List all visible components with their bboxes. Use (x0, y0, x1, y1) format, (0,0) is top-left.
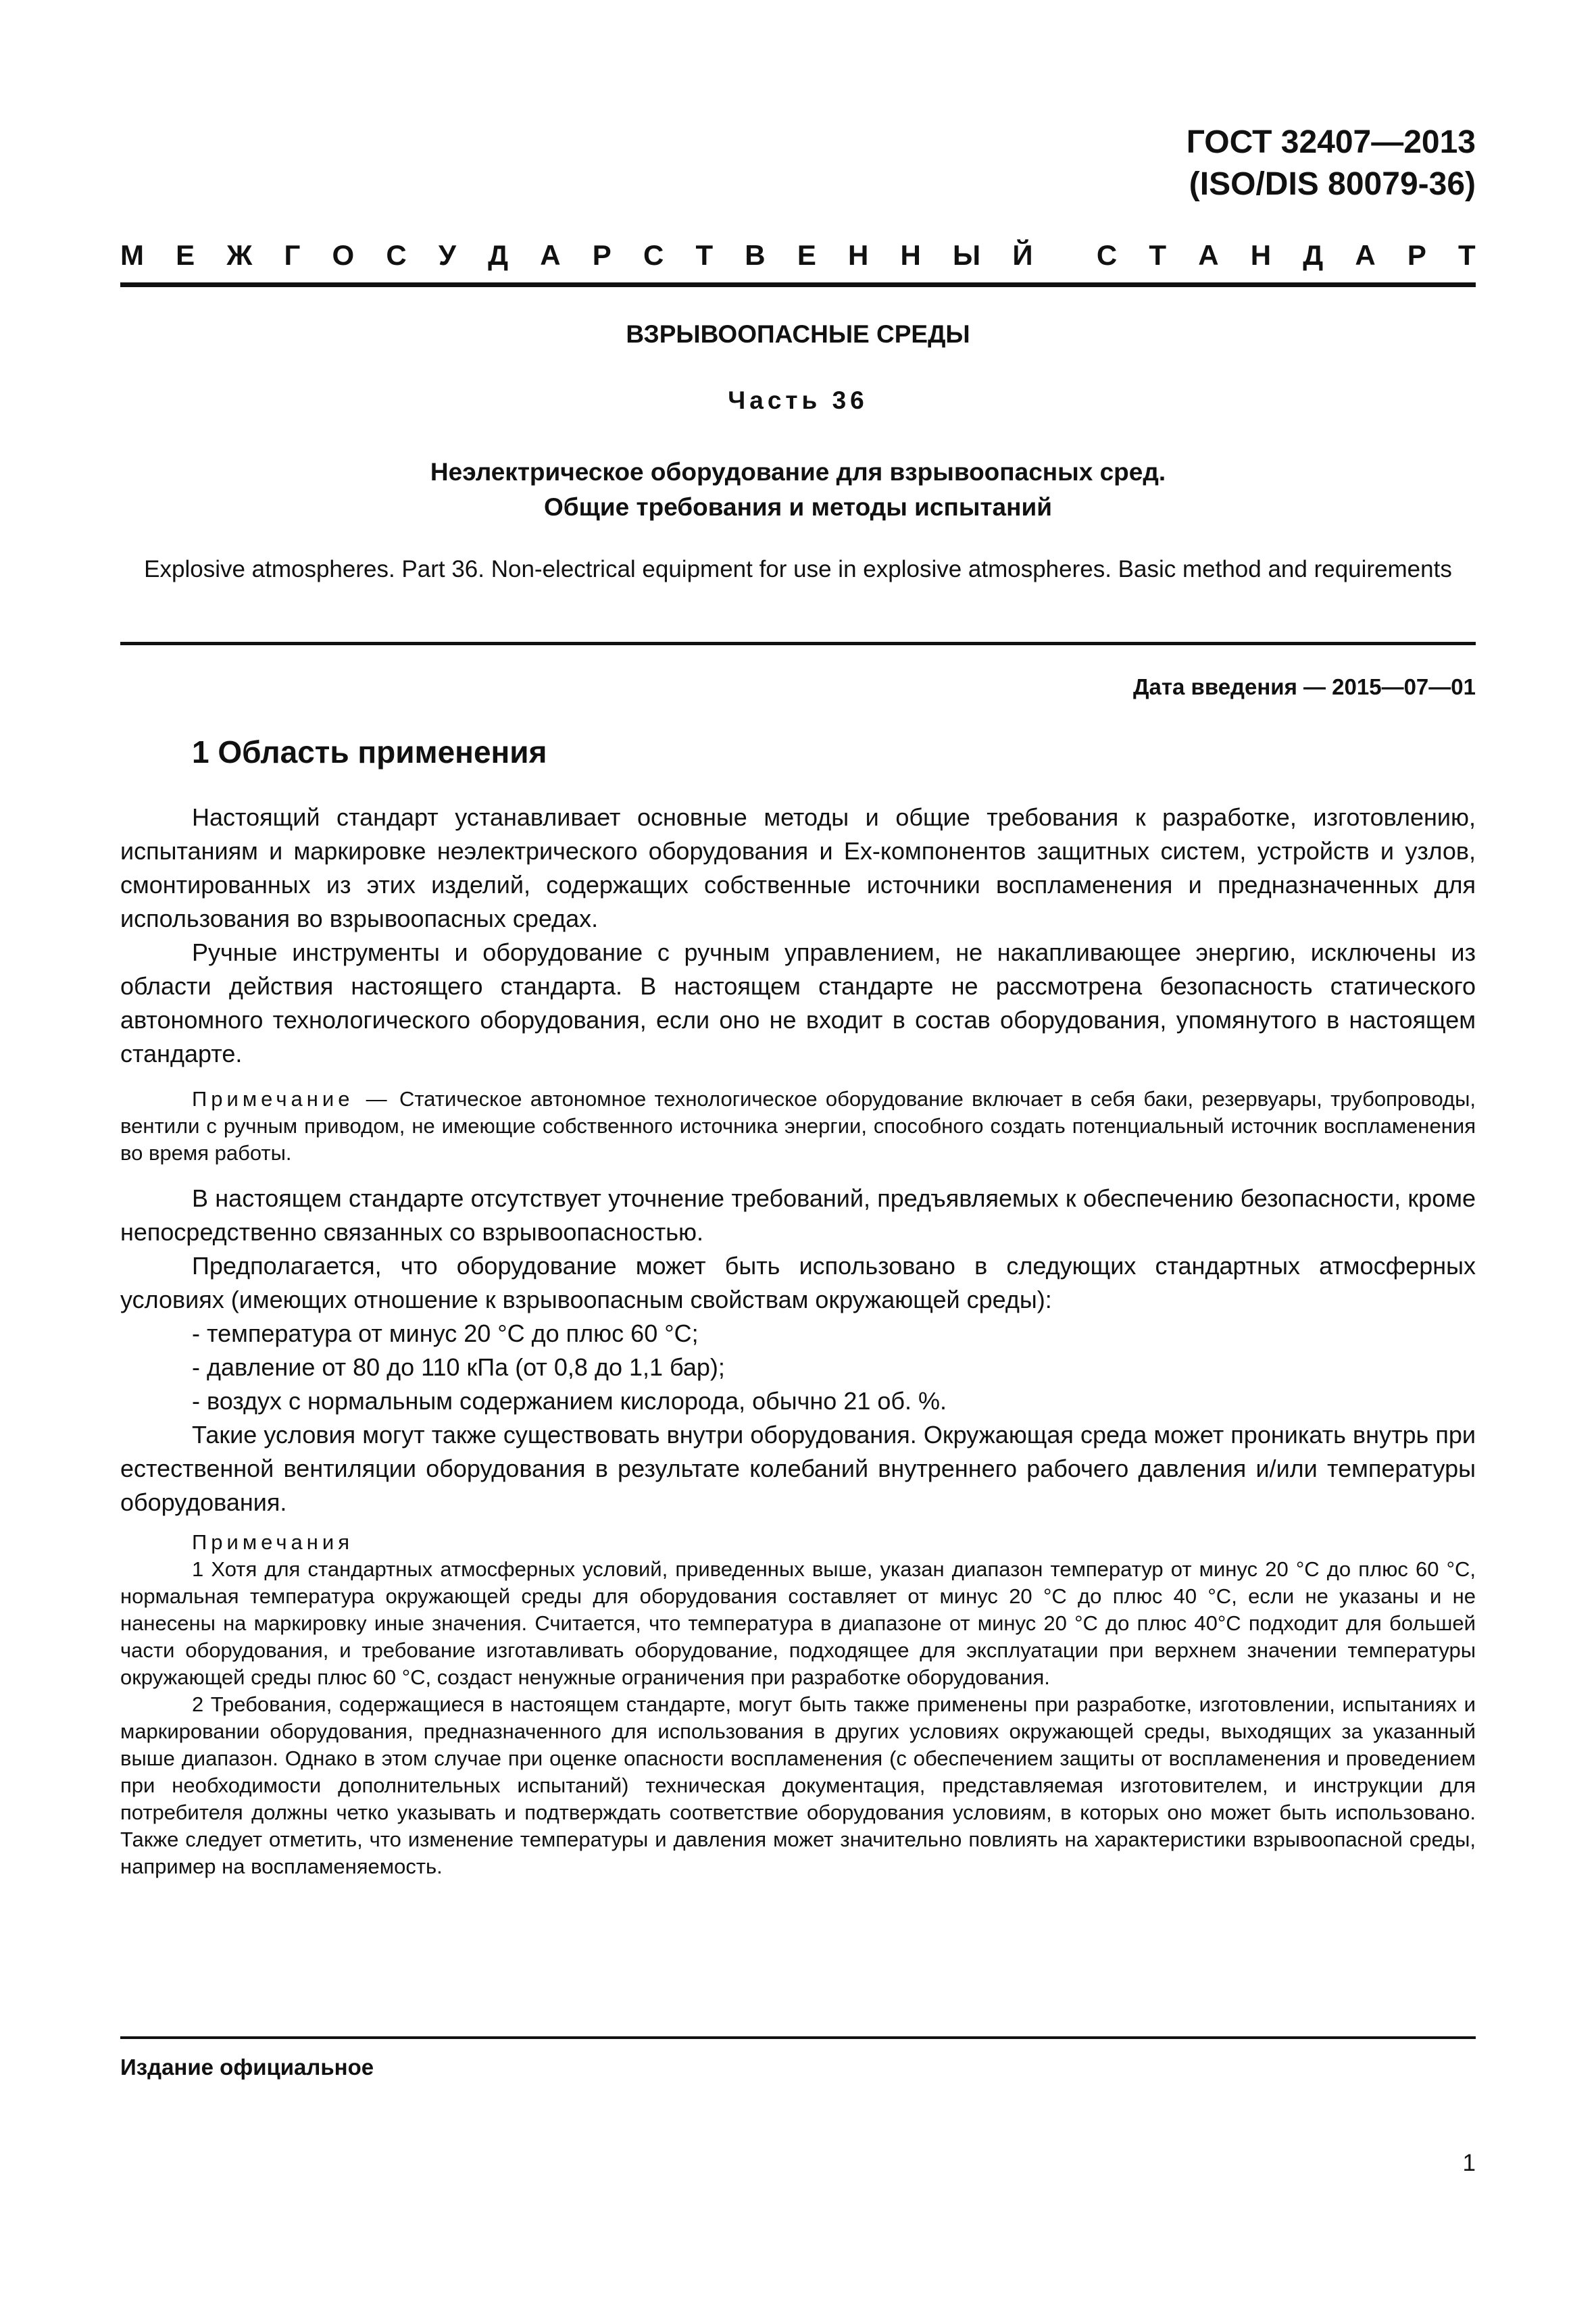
english-title: Explosive atmospheres. Part 36. Non-electrical equipment for use in explosive atmospheres. Basic method and requirements (144, 556, 1452, 582)
banner-letter: В (745, 239, 766, 271)
banner-letter: С (1096, 239, 1118, 271)
paragraph: В настоящем стандарте отсутствует уточнение требований, предъявляемых к обеспечению безопасности, кроме непосредственно связанных со взрывоопасностью. (120, 1184, 1476, 1246)
banner-letter: Й (1012, 239, 1033, 271)
header-divider (120, 282, 1476, 287)
banner-letter: С (643, 239, 664, 271)
banner-letter: Н (848, 239, 869, 271)
page-number: 1 (1462, 2150, 1476, 2176)
note-text: Статическое автономное технологическое оборудование включает в себя баки, резервуары, трубопроводы, вентили с ручным приводом, не имеющие собственного источника энергии, способного создать потенциальный источник воспламенения во время работы. (120, 1087, 1476, 1165)
banner-letter: А (1198, 239, 1219, 271)
banner-letter: Ы (953, 239, 981, 271)
section-heading: 1 Область применения (192, 734, 547, 770)
banner-letter: Д (488, 239, 509, 271)
banner-letter: Е (176, 239, 195, 271)
title-divider (120, 642, 1476, 645)
banner-letter: Н (900, 239, 921, 271)
note: 1 Хотя для стандартных атмосферных условий, приведенных выше, указан диапазон температур от минус 20 °С до плюс 60 °С, нормальная температура окружающей среды для оборудования составляет от минус 20 °С до плюс 40 °С, если не указаны и не нанесены на маркировку иные значения. Считается, что температура в диапазоне от минус 20 °С до плюс 40°С подходит для большей части оборудования, и требование изготавливать оборудование, подходящее для эксплуатации при верхнем значении температуры окружающей среды плюс 60 °С, создаст ненужные ограничения при разработке оборудования. (120, 1557, 1476, 1689)
list-item: - давление от 80 до 110 кПа (от 0,8 до 1,1 бар); (192, 1353, 725, 1381)
banner-letter: Д (1303, 239, 1324, 271)
paragraph: Предполагается, что оборудование может быть использовано в следующих стандартных атмосферных условиях (имеющих отношение к взрывоопасным свойствам окружающей среды): (120, 1252, 1476, 1313)
banner-letter: С (386, 239, 407, 271)
official-edition-label: Издание официальное (120, 2055, 374, 2080)
list-item: - воздух с нормальным содержанием кислорода, обычно 21 об. %. (192, 1387, 947, 1415)
banner-letter: М (120, 239, 144, 271)
banner-letter: А (540, 239, 561, 271)
banner-letter: Т (695, 239, 714, 271)
banner-letter: Т (1149, 239, 1167, 271)
banner-letter: Г (284, 239, 301, 271)
banner-letter: Н (1250, 239, 1272, 271)
notes-heading: Примечания (192, 1530, 353, 1554)
subtitle-line: Неэлектрическое оборудование для взрывоопасных сред. (430, 458, 1166, 486)
banner-letter: Е (797, 239, 816, 271)
iso-code: (ISO/DIS 80079-36) (1189, 166, 1476, 202)
document-title: ВЗРЫВООПАСНЫЕ СРЕДЫ (626, 320, 970, 348)
banner-letter: У (438, 239, 456, 271)
standard-designation (1187, 122, 1476, 205)
subtitle-line: Общие требования и методы испытаний (544, 493, 1052, 521)
note: 2 Требования, содержащиеся в настоящем стандарте, могут быть также применены при разработке, изготовлении, испытаниях и маркировании оборудования, предназначенного для использования в других условиях окружающей среды, выходящих за указанный выше диапазон. Однако в этом случае при оценке опасности воспламенения (с обеспечением защиты от воспламенения и проведением при необходимости дополнительных испытаний) техническая документация, представляемая изготовителем, и инструкции для потребителя должны четко указывать и подтверждать соответствие оборудования условиям, в которых оно может быть использовано. Также следует отметить, что изменение температуры и давления может значительно повлиять на характеристики взрывоопасной среды, например на воспламеняемость. (120, 1692, 1476, 1878)
list-item: - температура от минус 20 °С до плюс 60 °С; (192, 1319, 699, 1347)
banner-letter: Т (1458, 239, 1476, 271)
banner-letter: Р (592, 239, 612, 271)
banner-letter: О (332, 239, 355, 271)
banner-letter: Р (1407, 239, 1426, 271)
introduction-date: Дата введения — 2015—07—01 (1133, 674, 1476, 699)
note (120, 1086, 1476, 1167)
section-body (120, 801, 1476, 1880)
gost-code: ГОСТ 32407—2013 (1186, 124, 1476, 160)
interstate-standard-banner (120, 235, 1476, 276)
document-subtitle (120, 455, 1476, 525)
paragraph: Такие условия могут также существовать внутри оборудования. Окружающая среда может проникать внутрь при естественной вентиляции оборудования в результате колебаний внутреннего рабочего давления и/или температуры оборудования. (120, 1421, 1476, 1516)
banner-letter: А (1355, 239, 1376, 271)
part-number: Часть 36 (728, 386, 868, 414)
paragraph: Настоящий стандарт устанавливает основные методы и общие требования к разработке, изготовлению, испытаниям и маркировке неэлектрического оборудования и Ex-компонентов защитных систем, устройств и узлов, смонтированных из этих изделий, содержащих собственные источники воспламенения и предназначенных для использования во взрывоопасных средах. (120, 803, 1476, 932)
footer-divider (120, 2036, 1476, 2039)
note-label: Примечание — (192, 1087, 391, 1111)
banner-letter: Ж (226, 239, 253, 271)
paragraph: Ручные инструменты и оборудование с ручным управлением, не накапливающее энергию, исключены из области действия настоящего стандарта. В настоящем стандарте не рассмотрена безопасность статического автономного технологического оборудования, если оно не входит в состав оборудования, упомянутого в настоящем стандарте. (120, 938, 1476, 1067)
